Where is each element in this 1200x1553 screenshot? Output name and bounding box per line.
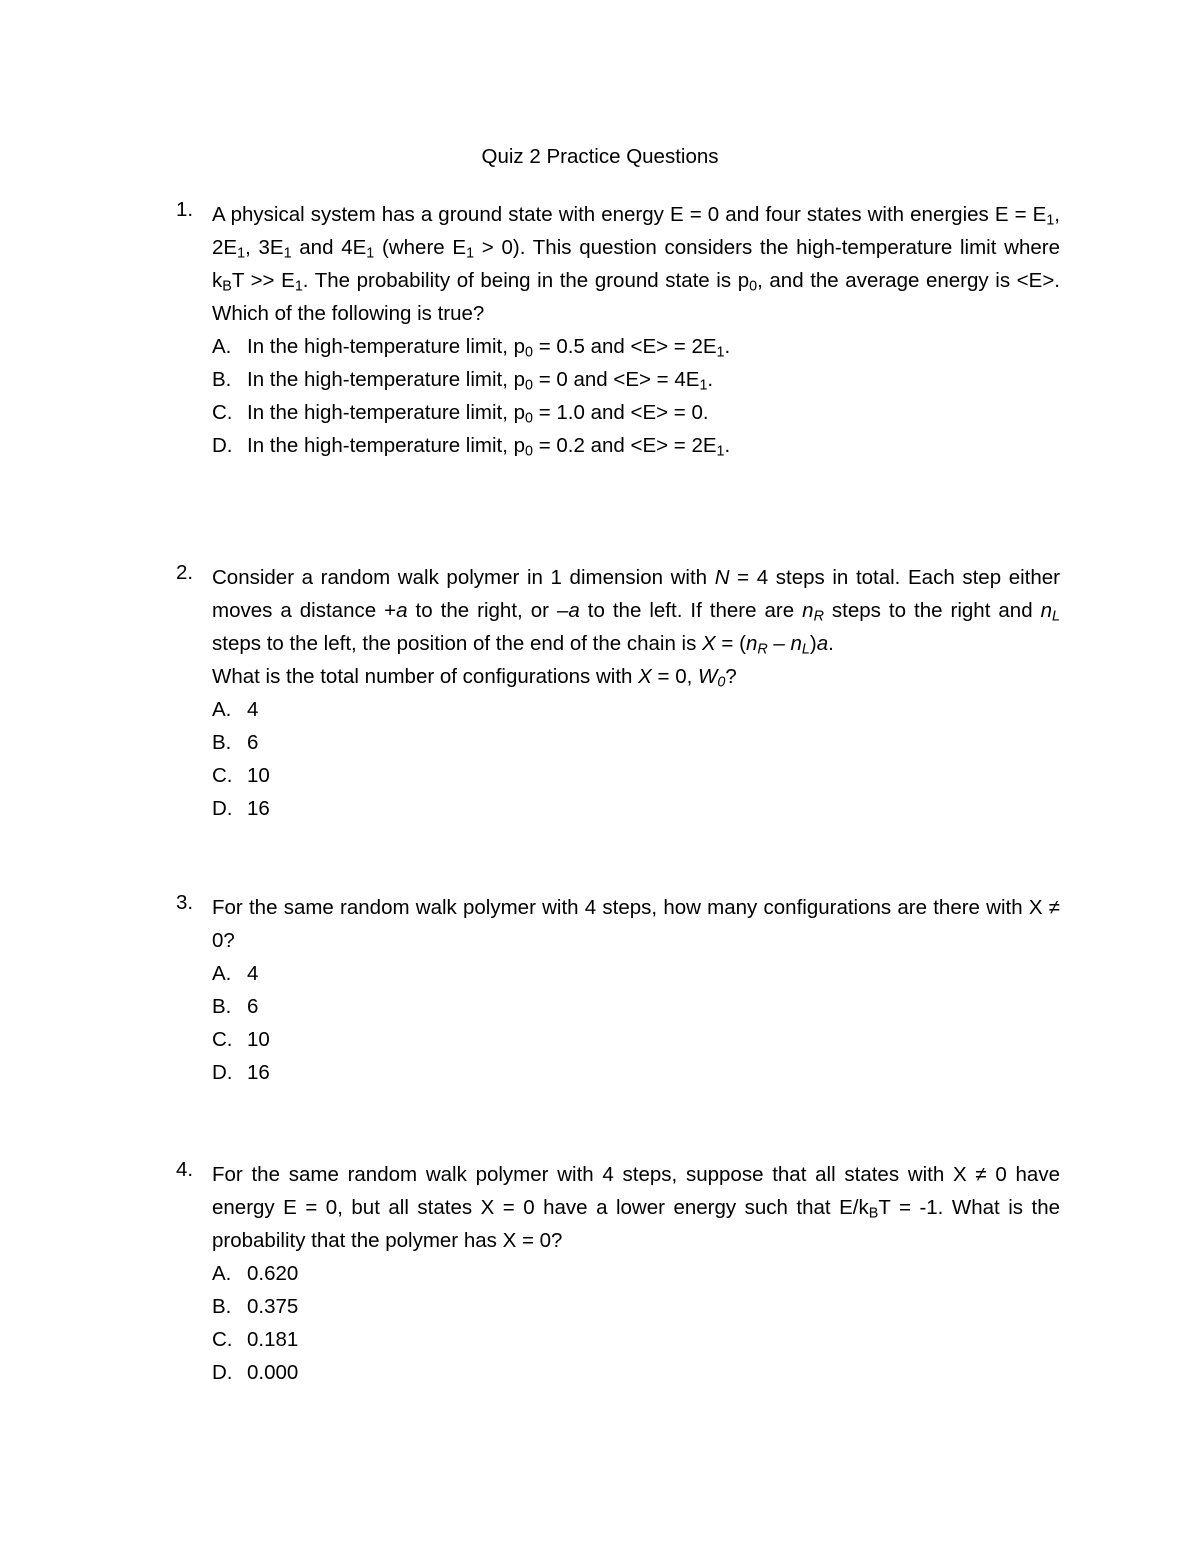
option-a [212, 957, 1060, 990]
option-text: In the high-temperature limit, $p_0 = 1.0$ and <E> = 0. [247, 401, 709, 427]
option-letter: C. [212, 764, 233, 787]
option-letter: B. [212, 368, 232, 391]
option-letter: A. [212, 698, 232, 721]
question-number: 4. [176, 1158, 194, 1181]
option-letter: C. [212, 1328, 233, 1351]
option-text: 6 [247, 731, 259, 754]
option-text: 0.620 [247, 1262, 299, 1285]
option-letter: C. [212, 1028, 233, 1051]
option-text: 0.375 [247, 1295, 299, 1318]
answer-options [212, 330, 1060, 462]
option-text: 4 [247, 698, 259, 721]
option-text: In the high-temperature limit, $p_0 = 0.5$ and $<E> = 2E_1$. [247, 335, 731, 361]
answer-options [212, 693, 1060, 825]
question-number: 1. [176, 198, 194, 221]
option-c [212, 1323, 1060, 1356]
answer-options [212, 957, 1060, 1089]
option-c [212, 759, 1060, 792]
option-letter: B. [212, 731, 232, 754]
option-letter: A. [212, 962, 232, 985]
option-letter: D. [212, 1361, 233, 1384]
option-text: 10 [247, 764, 270, 787]
option-b [212, 990, 1060, 1023]
page-title: Quiz 2 Practice Questions [481, 145, 719, 168]
option-letter: A. [212, 1262, 232, 1285]
question-stem: For the same random walk polymer with 4 steps, how many configurations are there with X ≠ 0? [212, 896, 1060, 952]
option-b [212, 363, 1060, 396]
option-text: 0.181 [247, 1328, 299, 1351]
question-stem: For the same random walk polymer with 4 steps, suppose that all states with X ≠ 0 have energy E = 0, but all states X = 0 have a lower energy such that $E/k_BT = -1$. What is the probability that the polymer has X = 0? [212, 1163, 1061, 1252]
option-text: 4 [247, 962, 259, 985]
question-stem: A physical system has a ground state with energy E = 0 and four states with energies $E = E_1$, $2E_1$, $3E_1$ and $4E_1$ (where $E_1 > 0$). This question considers the high-temperature limit where $k_BT >> E_1$. The probability of being in the ground state is $p_0$, and the average energy is <E>. Which of the following is true? [212, 203, 1060, 325]
option-a [212, 330, 1060, 363]
option-letter: D. [212, 1061, 233, 1084]
option-text: 10 [247, 1028, 270, 1051]
option-a [212, 1257, 1060, 1290]
option-b [212, 1290, 1060, 1323]
option-letter: D. [212, 434, 233, 457]
question-number: 2. [176, 561, 194, 584]
option-c [212, 396, 1060, 429]
option-d [212, 1056, 1060, 1089]
question-number: 3. [176, 891, 194, 914]
question-2 [176, 561, 1060, 825]
question-4 [176, 1158, 1060, 1389]
option-text: 0.000 [247, 1361, 299, 1384]
option-d [212, 1356, 1060, 1389]
option-d [212, 792, 1060, 825]
option-letter: B. [212, 995, 232, 1018]
question-1 [176, 198, 1060, 462]
option-text: In the high-temperature limit, $p_0 = 0$ and $<E> = 4E_1$. [247, 368, 714, 394]
option-letter: C. [212, 401, 233, 424]
option-letter: B. [212, 1295, 232, 1318]
option-c [212, 1023, 1060, 1056]
option-b [212, 726, 1060, 759]
question-stem: Consider a random walk polymer in 1 dimension with N = 4 steps in total. Each step either moves a distance +a to the right, or –a to the left. If there are $n_R$ steps to the right and $n_L$ steps to the left, the position of the end of the chain is $X = (n_R - n_L)a$. What is the total number of configurations with X = 0, $W_0$? [212, 566, 1060, 691]
option-letter: A. [212, 335, 232, 358]
answer-options [212, 1257, 1060, 1389]
question-3 [176, 891, 1060, 1089]
option-text: 6 [247, 995, 259, 1018]
option-a [212, 693, 1060, 726]
option-text: 16 [247, 797, 270, 820]
option-d [212, 429, 1060, 462]
option-text: In the high-temperature limit, $p_0 = 0.2$ and $<E> = 2E_1$. [247, 434, 731, 460]
option-text: 16 [247, 1061, 270, 1084]
option-letter: D. [212, 797, 233, 820]
